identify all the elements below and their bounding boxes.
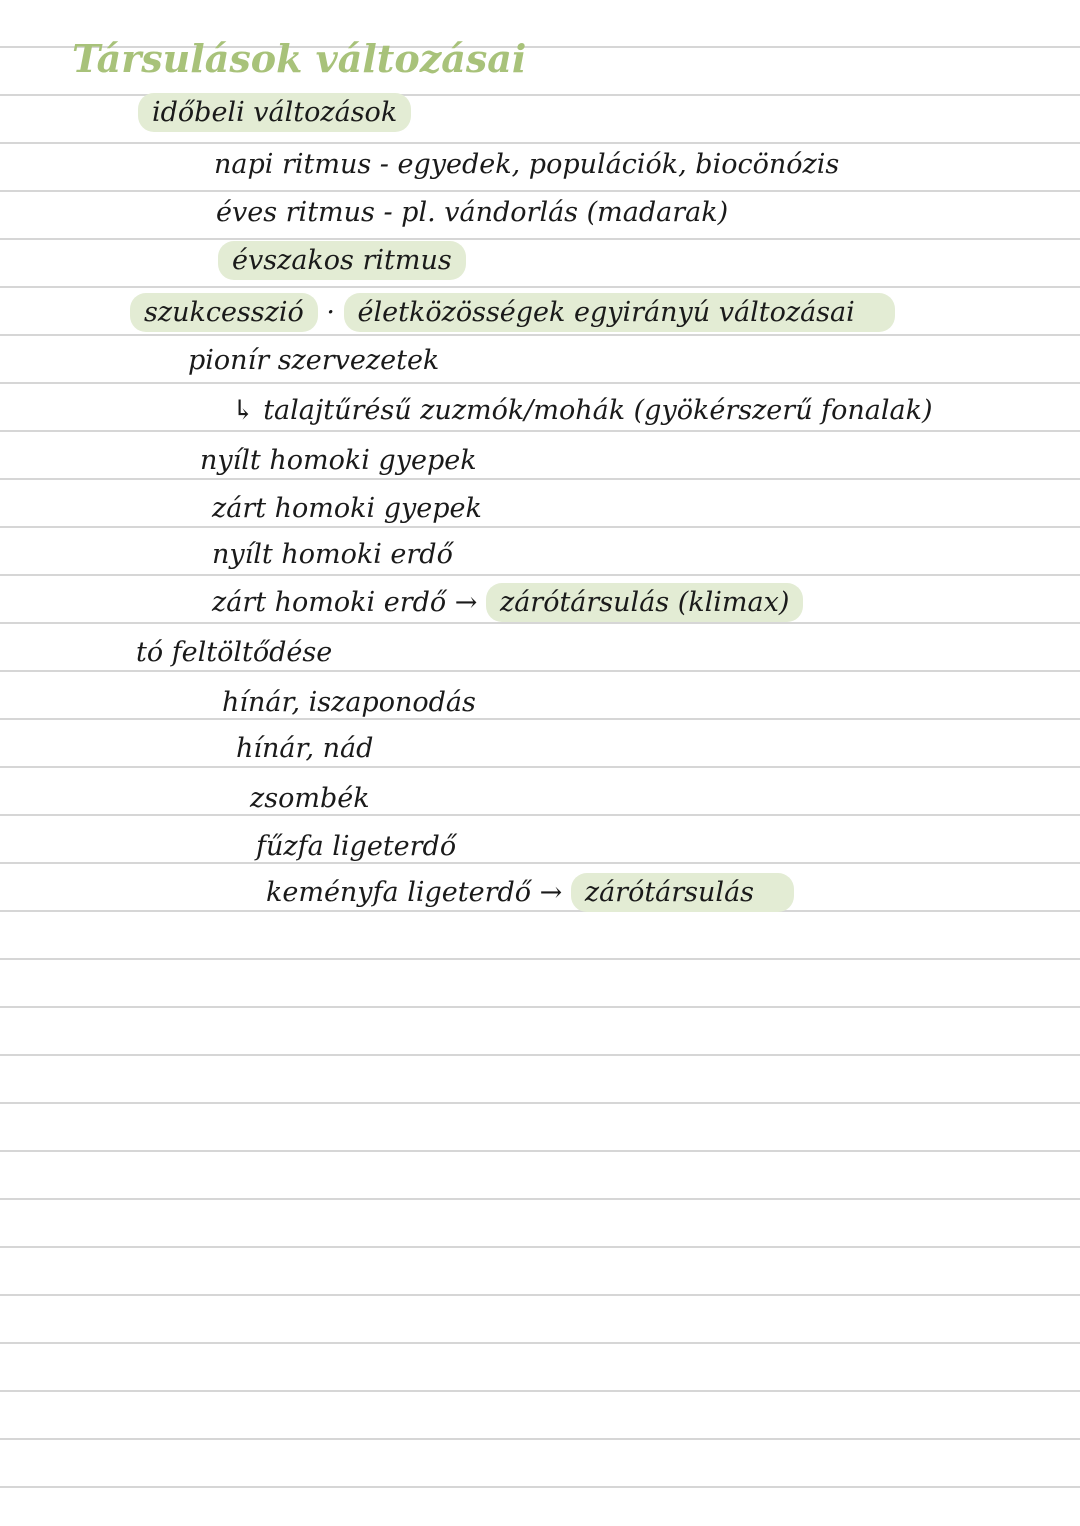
section-heading-lake: tó feltöltődése (136, 637, 333, 668)
final-community-highlight: zárótársulás (571, 873, 794, 912)
definition-highlight: életközösségek egyirányú változásai (344, 293, 895, 332)
list-item (216, 199, 728, 226)
climax-highlight: zárótársulás (klimax) (486, 583, 803, 622)
list-item: nyílt homoki erdő (212, 539, 453, 570)
list-item: napi ritmus - egyedek, populációk, biocönózis (214, 149, 840, 180)
list-item: fűzfa ligeterdő (256, 831, 457, 862)
succession-definition (130, 299, 895, 326)
list-item: pionír szervezetek (188, 345, 440, 376)
list-item (212, 589, 803, 616)
list-item-highlight: évszakos ritmus (218, 241, 466, 280)
list-item (218, 247, 466, 274)
list-item-text: éves ritmus - pl. vándorlás (madarak) (216, 197, 729, 228)
list-item (266, 879, 794, 906)
list-item: hínár, nád (236, 733, 374, 764)
succession-label: szukcesszió (130, 293, 318, 332)
heading-highlight: időbeli változások (138, 93, 411, 132)
list-item: zsombék (250, 783, 370, 814)
separator: · (326, 297, 335, 328)
section-heading-time (138, 99, 411, 126)
list-item: nyílt homoki gyepek (200, 445, 477, 476)
list-item-text: keményfa ligeterdő → (266, 877, 563, 908)
list-item: hínár, iszaponodás (222, 687, 476, 718)
list-item-text: zárt homoki erdő → (212, 587, 478, 618)
page-title: Társulások változásai (72, 36, 527, 81)
list-item: zárt homoki gyepek (212, 493, 482, 524)
list-item: ↳ talajtűrésű zuzmók/mohák (gyökérszerű fonalak) (232, 395, 933, 426)
